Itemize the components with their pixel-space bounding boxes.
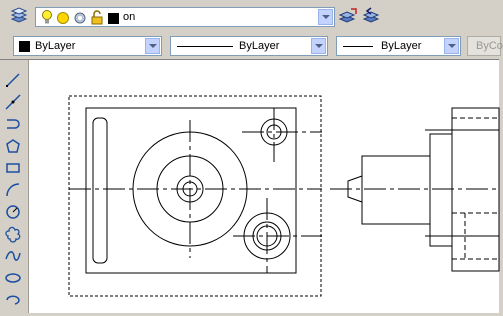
- linetype-select[interactable]: [170, 36, 328, 56]
- polyline-icon[interactable]: [3, 114, 23, 134]
- ellipse-arc-icon[interactable]: [3, 290, 23, 310]
- spline-icon[interactable]: [3, 246, 23, 266]
- lineweight-select[interactable]: [336, 36, 461, 56]
- polygon-icon[interactable]: [3, 136, 23, 156]
- color-dropdown-arrow[interactable]: [145, 38, 160, 54]
- slot: [93, 118, 107, 263]
- plotstyle-select[interactable]: [467, 36, 501, 56]
- layer-select[interactable]: [35, 7, 335, 27]
- ellipse-icon[interactable]: [3, 268, 23, 288]
- freeze-vp-icon[interactable]: [73, 11, 87, 28]
- draw-toolbar: [0, 60, 29, 313]
- drawing-canvas[interactable]: [29, 60, 499, 313]
- front-view-outline: [86, 108, 296, 273]
- revision-cloud-icon[interactable]: [3, 224, 23, 244]
- layer-previous-icon[interactable]: [360, 5, 382, 27]
- shaft-body: [362, 156, 430, 224]
- cad-drawing: [29, 60, 499, 313]
- circle-icon[interactable]: [3, 202, 23, 222]
- construction-line-icon[interactable]: [3, 92, 23, 112]
- shoulder: [430, 134, 452, 246]
- lock-icon[interactable]: [90, 10, 104, 28]
- lineweight-preview: [343, 46, 373, 47]
- plotstyle-value: ByCo: [476, 40, 503, 52]
- layer-name: on: [123, 11, 136, 23]
- lightbulb-icon[interactable]: [41, 10, 53, 28]
- sun-icon[interactable]: [56, 11, 70, 28]
- color-select[interactable]: [13, 36, 162, 56]
- layer-dropdown-arrow[interactable]: [318, 9, 333, 25]
- make-object-layer-current-icon[interactable]: [337, 5, 359, 27]
- linetype-preview: [177, 46, 233, 47]
- lineweight-dropdown-arrow[interactable]: [444, 38, 459, 54]
- layer-toolbar: [0, 0, 499, 34]
- line-icon[interactable]: [3, 70, 23, 90]
- properties-toolbar: [0, 33, 503, 60]
- linetype-dropdown-arrow[interactable]: [311, 38, 326, 54]
- arc-icon[interactable]: [3, 180, 23, 200]
- linetype-value: ByLayer: [239, 40, 280, 52]
- color-swatch-icon: [19, 41, 30, 52]
- layer-color-swatch-icon: [108, 13, 119, 24]
- layer-manager-icon[interactable]: [8, 5, 30, 27]
- lineweight-value: ByLayer: [381, 40, 422, 52]
- rectangle-icon[interactable]: [3, 158, 23, 178]
- color-value: ByLayer: [35, 40, 76, 52]
